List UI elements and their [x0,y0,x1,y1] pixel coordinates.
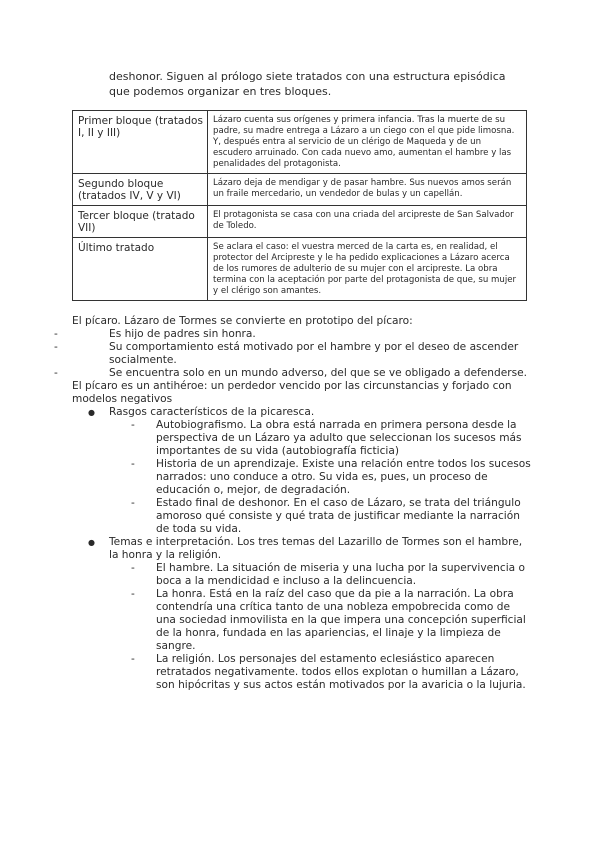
table-row [73,206,527,238]
sub-list [109,419,532,536]
block-name-cell: Primer bloque (tratados I, II y III) [73,111,208,174]
section-item [72,536,532,692]
picaro-heading: El pícaro. Lázaro de Tormes se convierte en prototipo del pícaro: [72,315,413,327]
dash-icon: - [131,588,135,600]
list-item-text: El hambre. La situación de miseria y una lucha por la supervivencia o boca a la mendicidad e incluso a la delincuencia. [156,562,525,587]
dash-icon: - [131,419,135,431]
list-item [109,497,532,536]
list-item: - Se encuentra solo en un mundo adverso, del que se ve obligado a defenderse. [72,367,532,380]
dash-icon: - [131,562,135,574]
list-item-text: Historia de un aprendizaje. Existe una relación entre todos los sucesos narrados: uno conduce a otro. Su vida es, pues, un proceso de educación o, mejor, de degradación. [156,458,531,496]
block-content-cell: El protagonista se casa con una criada del arcipreste de San Salvador de Toledo. [208,206,527,238]
intro-paragraph: deshonor. Siguen al prólogo siete tratados con una estructura episódica que podemos organizar en tres bloques. [109,70,506,98]
list-item-text: La religión. Los personajes del estamento eclesiástico aparecen retratados negativamente. todos ellos explotan o humillan a Lázaro, son hipócritas y sus actos están motivados por la avaricia o la lujuria. [156,653,526,691]
picaro-list [72,328,532,380]
block-name-cell: Segundo bloque (tratados IV, V y VI) [73,174,208,206]
list-item-text: Autobiografismo. La obra está narrada en primera persona desde la perspectiva de un Lázaro ya adulto que seleccionan los sucesos más importantes de su vida (autobiografía ficticia) [156,419,522,457]
block-name-cell: Último tratado [73,238,208,301]
list-item [109,653,532,692]
body-text [72,315,532,692]
table-row [73,174,527,206]
dash-icon: - [131,497,135,509]
block-content-cell: Se aclara el caso: el vuestra merced de la carta es, en realidad, el protector del Arcipreste y le ha pedido explicaciones a Lázaro acerca de los rumores de adulterio de su mujer con el arcipreste. La obra termina con la aceptación por parte del protagonista de que, su mujer y el clérigo son amantes. [208,238,527,301]
blocks-table [72,110,527,301]
sub-list [109,562,532,692]
table-row [73,111,527,174]
block-content-cell: Lázaro cuenta sus orígenes y primera infancia. Tras la muerte de su padre, su madre entrega a Lázaro a un ciego con el que pide limosna. Y, después entra al servicio de un clérigo de Maqueda y de un escudero arruinado. Con cada nuevo amo, aumentan el hambre y las penalidades del protagonista. [208,111,527,174]
bullet-icon: ● [88,538,95,547]
list-item-text: Estado final de deshonor. En el caso de Lázaro, se trata del triángulo amoroso qué consiste y qué trata de justificar mediante la narración de toda su vida. [156,497,521,535]
antihero-paragraph: El pícaro es un antihéroe: un perdedor vencido por las circunstancias y forjado con modelos negativos [72,380,512,405]
bullet-icon: ● [88,408,95,417]
list-item: - Es hijo de padres sin honra. [72,328,532,341]
sections-list [72,406,532,692]
section-item [72,406,532,536]
list-item [109,458,532,497]
table-row [73,238,527,301]
block-name-cell: Tercer bloque (tratado VII) [73,206,208,238]
section-title: Temas e interpretación. Los tres temas del Lazarillo de Tormes son el hambre, la honra y la religión. [109,536,523,561]
dash-icon: - [131,458,135,470]
list-item-text: La honra. Está en la raíz del caso que da pie a la narración. La obra contendría una crítica tanto de una nobleza empobrecida como de una sociedad inmovilista en la que impera una concepción superficial de la honra, fundada en las apariencias, el linaje y la limpieza de sangre. [156,588,526,652]
dash-icon: - [131,653,135,665]
block-content-cell: Lázaro deja de mendigar y de pasar hambre. Sus nuevos amos serán un fraile mercedario, un vendedor de bulas y un capellán. [208,174,527,206]
section-title: Rasgos característicos de la picaresca. [109,406,315,418]
list-item [109,419,532,458]
list-item: - Su comportamiento está motivado por el hambre y por el deseo de ascender socialmente. [72,341,532,367]
list-item [109,588,532,653]
list-item [109,562,532,588]
